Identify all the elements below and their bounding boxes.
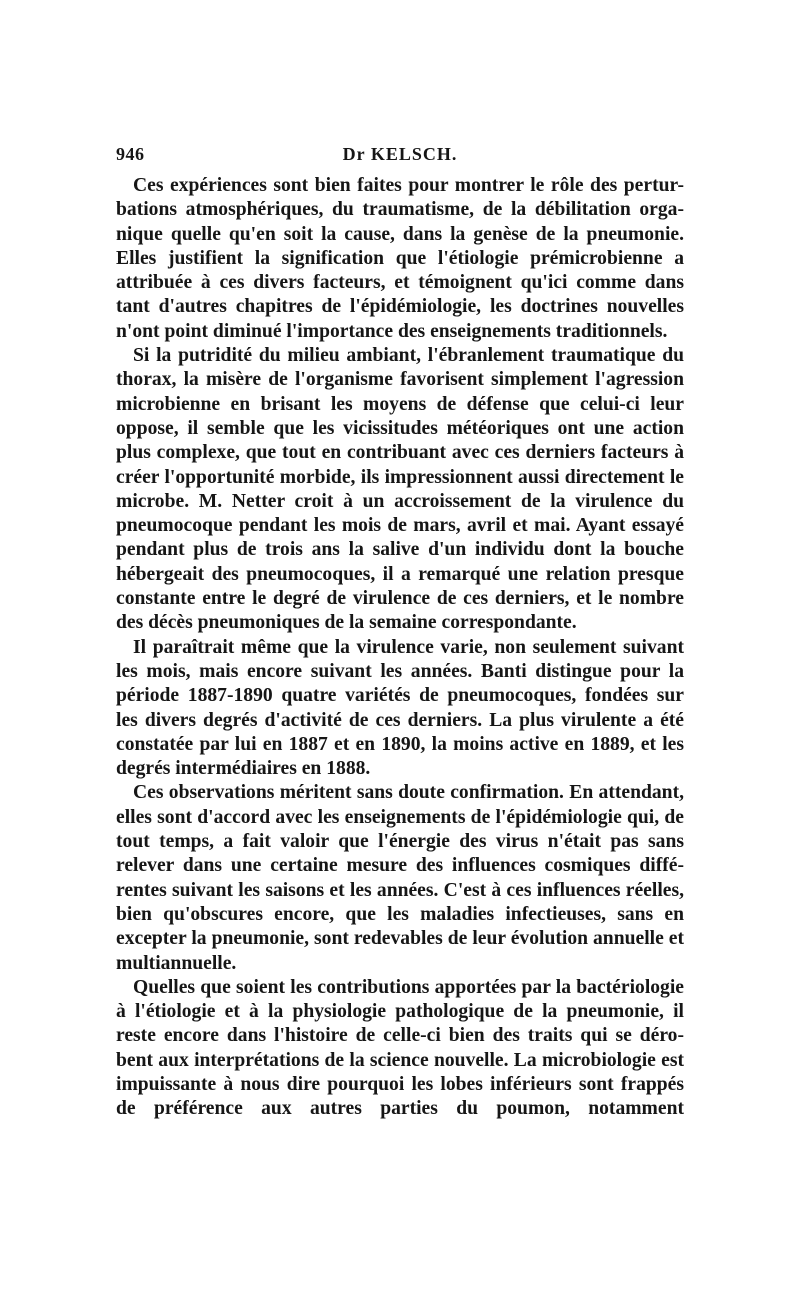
running-head: Dr KELSCH. (342, 144, 458, 164)
paragraph-1: Ces expériences sont bien faites pour montrer le rôle des pertur-bations atmosphériques, du traumatisme, de la débilitation orga-nique quelle qu'en soit la cause, dans la genèse de la pneumonie. Elles justifient la signification que l'étiologie prémicrobienne a attribuée à ces divers facteurs, et témoignent qu'ici comme dans tant d'autres chapitres de l'épidémiologie, les doctrines nouvelles n'ont point diminué l'importance des enseignements traditionnels. (116, 175, 684, 342)
paragraph-4: Ces observations méritent sans doute confirmation. En attendant, elles sont d'accord avec les enseignements de l'épidémiologie qui, de tout temps, a fait valoir que l'énergie des virus n'était pas sans relever dans une certaine mesure des influences cosmiques diffé-rentes suivant les saisons et les années. C'est à ces influences réelles, bien qu'obscures encore, que les maladies infectieuses, sans en excepter la pneumonie, sont redevables de leur évolution annuelle et multiannuelle. (116, 782, 684, 974)
paragraph-3: Il paraîtrait même que la virulence varie, non seulement suivant les mois, mais encore suivant les années. Banti distingue pour la période 1887-1890 quatre variétés de pneumocoques, fondées sur les divers degrés d'activité de ces derniers. La plus virulente a été constatée par lui en 1887 et en 1890, la moins active en 1889, et les degrés intermédiaires en 1888. (116, 636, 684, 780)
paragraph-5: Quelles que soient les contributions apportées par la bactériologie à l'étiologie et à la physiologie pathologique de la pneumonie, il reste encore dans l'histoire de celle-ci bien des traits qui se déro-bent aux interprétations de la science nouvelle. La microbiologie est impuissante à nous dire pourquoi les lobes inférieurs sont frappés de préférence aux autres parties du poumon, notamment (116, 976, 684, 1120)
page-header (116, 144, 684, 168)
paragraph-2: Si la putridité du milieu ambiant, l'ébranlement traumatique du thorax, la misère de l'organisme favorisent simplement l'agression microbienne en brisant les moyens de défense que celui-ci leur oppose, il semble que les vicissitudes météoriques ont une action plus complexe, que tout en contribuant avec ces derniers facteurs à créer l'opportunité morbide, ils impressionnent aussi directement le microbe. M. Netter croit à un accroissement de la virulence du pneumocoque pendant les mois de mars, avril et mai. Ayant essayé pendant plus de trois ans la salive d'un individu dont la bouche hébergeait des pneumocoques, il a remarqué une relation presque constante entre le degré de virulence de ces derniers, et le nombre des décès pneumoniques de la semaine correspondante. (116, 345, 684, 634)
page-number: 946 (116, 144, 145, 164)
body-text (116, 174, 684, 1122)
